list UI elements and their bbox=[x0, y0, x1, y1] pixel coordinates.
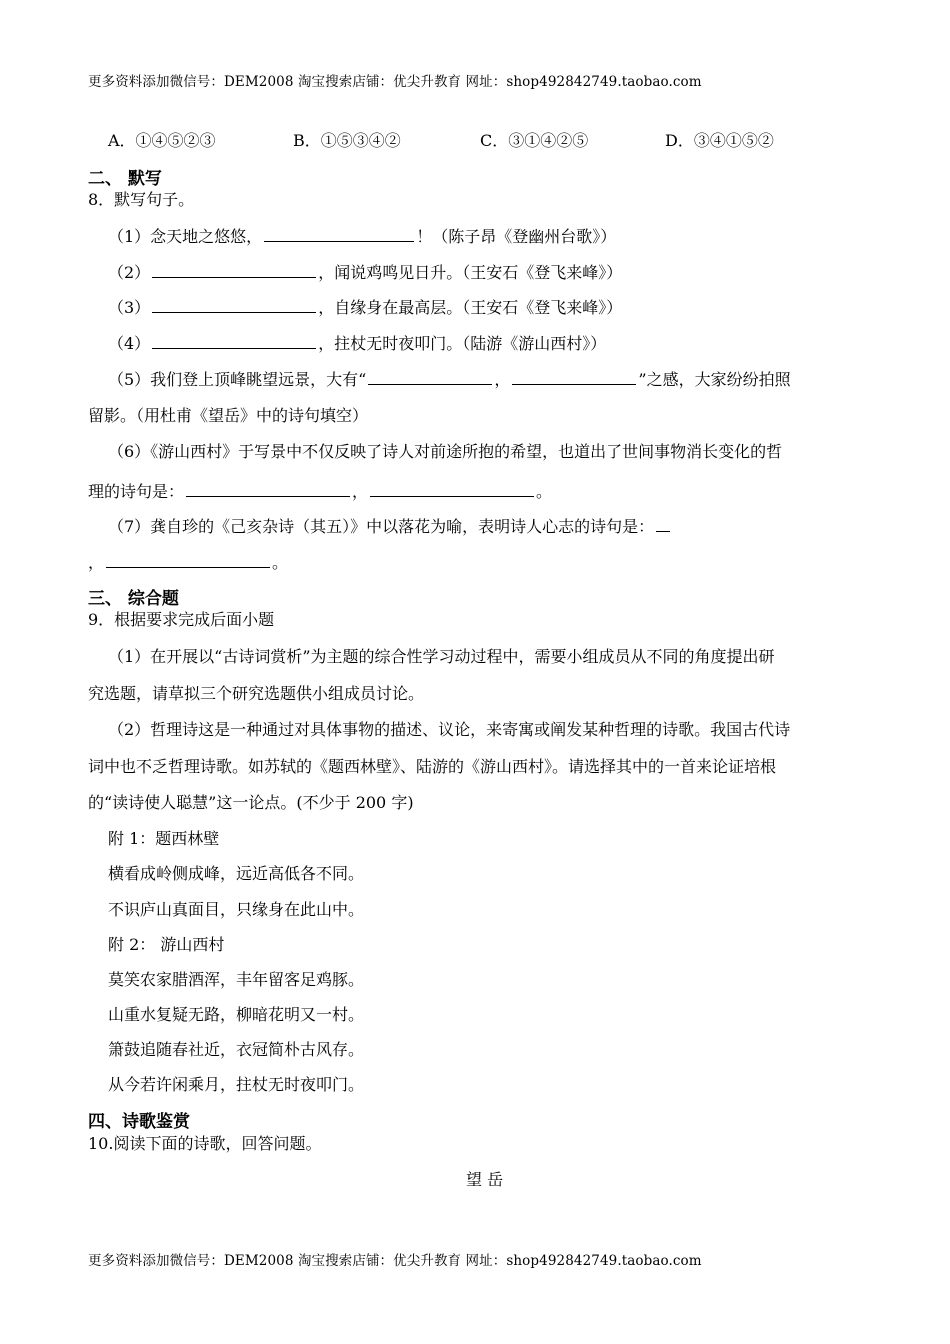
item-1 bbox=[108, 224, 616, 247]
item-2-prefix: （2） bbox=[108, 263, 151, 282]
blank-5b[interactable] bbox=[512, 368, 636, 385]
option-d: D．③④①⑤② bbox=[665, 131, 774, 150]
q9-part-1-line-1: （1）在开展以“古诗词赏析”为主题的综合性学习动过程中，需要小组成员从不同的角度提出研 bbox=[108, 647, 775, 666]
question-8: 8．默写句子。 bbox=[88, 190, 195, 209]
item-7-line-2 bbox=[88, 550, 288, 573]
q9-part-2-line-2: 词中也不乏哲理诗歌。如苏轼的《题西林壁》、陆游的《游山西村》。请选择其中的一首来论证培根 bbox=[88, 757, 777, 776]
section-3-title: 三、 综合题 bbox=[88, 589, 179, 609]
item-7-end: 。 bbox=[272, 553, 289, 572]
poem-2-title: 附 2： 游山西村 bbox=[108, 935, 225, 954]
blank-5a[interactable] bbox=[368, 368, 492, 385]
blank-3[interactable] bbox=[152, 296, 316, 313]
q9-part-1-line-2: 究选题，请草拟三个研究选题供小组成员讨论。 bbox=[88, 684, 425, 703]
section-4-title: 四、诗歌鉴赏 bbox=[88, 1112, 190, 1132]
item-4-prefix: （4） bbox=[108, 334, 151, 353]
q9-part-2-line-1: （2）哲理诗这是一种通过对具体事物的描述、议论，来寄寓或阐发某种哲理的诗歌。我国古代诗 bbox=[108, 720, 791, 739]
blank-7a[interactable] bbox=[656, 515, 670, 532]
poem-2-line-3: 箫鼓追随春社近，衣冠简朴古风存。 bbox=[108, 1040, 365, 1059]
question-10: 10.阅读下面的诗歌，回答问题。 bbox=[88, 1134, 322, 1153]
item-5-continuation: 留影。（用杜甫《望岳》中的诗句填空） bbox=[88, 406, 369, 425]
item-2 bbox=[108, 260, 622, 283]
item-5-middle: ， bbox=[494, 370, 511, 389]
section-2-title: 二、 默写 bbox=[88, 169, 162, 189]
item-5-suffix: ”之感，大家纷纷拍照 bbox=[638, 370, 791, 389]
item-6-middle: ， bbox=[352, 482, 369, 501]
item-4-suffix: ，拄杖无时夜叩门。（陆游《游山西村》） bbox=[318, 334, 607, 353]
blank-7b[interactable] bbox=[106, 551, 270, 568]
option-b: B．①⑤③④② bbox=[293, 131, 401, 150]
item-7-text: （7）龚自珍的《己亥杂诗（其五）》中以落花为喻，表明诗人心志的诗句是： bbox=[108, 517, 655, 536]
item-4 bbox=[108, 331, 606, 354]
poem-1-line-2: 不识庐山真面目，只缘身在此山中。 bbox=[108, 900, 365, 919]
item-6-line-1: （6）《游山西村》于写景中不仅反映了诗人对前途所抱的希望，也道出了世间事物消长变化的哲 bbox=[108, 442, 783, 461]
item-6-prefix: 理的诗句是： bbox=[88, 482, 185, 501]
item-3 bbox=[108, 295, 622, 318]
poem-2-line-4: 从今若许闲乘月，拄杖无时夜叩门。 bbox=[108, 1075, 365, 1094]
blank-6b[interactable] bbox=[370, 480, 534, 497]
question-9: 9．根据要求完成后面小题 bbox=[88, 610, 275, 629]
blank-2[interactable] bbox=[152, 261, 316, 278]
item-2-suffix: ，闻说鸡鸣见日升。（王安石《登飞来峰》） bbox=[318, 263, 623, 282]
item-1-suffix: ！（陈子昂《登幽州台歌》） bbox=[416, 227, 617, 246]
option-a: A．①④⑤②③ bbox=[108, 131, 216, 150]
page-header: 更多资料添加微信号：DEM2008 淘宝搜索店铺：优尖升教育 网址：shop492842749.taobao.com bbox=[88, 74, 702, 90]
blank-6a[interactable] bbox=[186, 480, 350, 497]
poem-2-line-2: 山重水复疑无路，柳暗花明又一村。 bbox=[108, 1005, 365, 1024]
item-7-prefix: ， bbox=[88, 553, 105, 572]
blank-1[interactable] bbox=[264, 225, 414, 242]
blank-4[interactable] bbox=[152, 332, 316, 349]
option-c: C．③①④②⑤ bbox=[480, 131, 589, 150]
item-6-end: 。 bbox=[536, 482, 553, 501]
item-6-line-2 bbox=[88, 479, 552, 502]
poem-1-title: 附 1：题西林壁 bbox=[108, 829, 220, 848]
item-1-prefix: （1）念天地之悠悠， bbox=[108, 227, 263, 246]
poem-1-line-1: 横看成岭侧成峰，远近高低各不同。 bbox=[108, 864, 365, 883]
poem-3-title: 望 岳 bbox=[466, 1170, 504, 1189]
item-3-prefix: （3） bbox=[108, 298, 151, 317]
item-5-prefix: （5）我们登上顶峰眺望远景，大有“ bbox=[108, 370, 367, 389]
item-5 bbox=[108, 367, 791, 390]
page-footer: 更多资料添加微信号：DEM2008 淘宝搜索店铺：优尖升教育 网址：shop492842749.taobao.com bbox=[88, 1253, 702, 1269]
q9-part-2-line-3: 的“读诗使人聪慧”这一论点。(不少于 200 字) bbox=[88, 793, 414, 812]
poem-2-line-1: 莫笑农家腊酒浑，丰年留客足鸡豚。 bbox=[108, 970, 365, 989]
item-3-suffix: ，自缘身在最高层。（王安石《登飞来峰》） bbox=[318, 298, 623, 317]
item-7-line-1 bbox=[108, 514, 672, 537]
